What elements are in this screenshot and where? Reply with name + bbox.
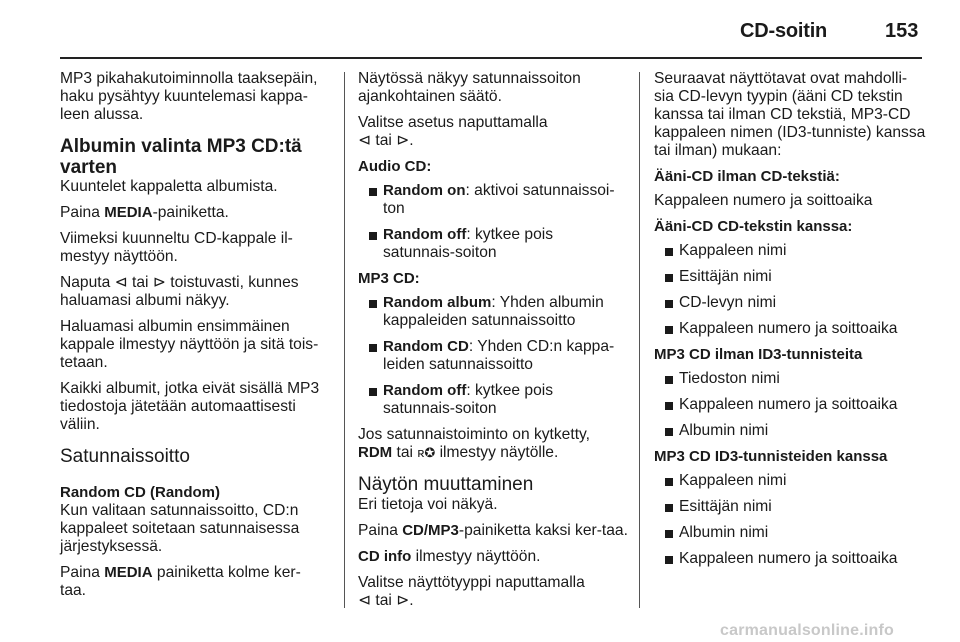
option-desc: : Yhden albumin kappaleiden satunnaissoitto	[383, 294, 604, 329]
audio-cd-with-text-heading: Ääni-CD CD-tekstin kanssa:	[654, 218, 853, 235]
text: tai	[392, 444, 418, 461]
mp3-cd-heading: MP3 CD:	[358, 270, 420, 287]
option-desc: : kytkee pois satunnais-soiton	[383, 226, 553, 261]
cd-info-label: CD info	[358, 548, 412, 565]
text: Paina	[358, 522, 403, 539]
list-item: Esittäjän nimi	[654, 268, 926, 286]
option-name: Random CD	[383, 338, 469, 355]
col2-p1: Näytössä näkyy satunnaissoiton ajankohtainen säätö.	[358, 70, 581, 105]
display-heading: Näytön muuttaminen	[358, 474, 534, 495]
audio-cd-heading: Audio CD:	[358, 158, 432, 175]
list-item: Kappaleen nimi	[654, 242, 926, 260]
audio-cd-no-text-line: Kappaleen numero ja soittoaika	[654, 192, 873, 209]
list-item	[358, 226, 628, 262]
media-key: MEDIA	[104, 564, 153, 581]
mp3-cd-options	[358, 294, 628, 418]
right-arrow-icon: ⊳	[396, 592, 410, 609]
album-p1: Kuuntelet kappaletta albumista.	[60, 178, 278, 195]
left-arrow-icon: ⊲	[358, 592, 372, 609]
text: Paina	[60, 564, 105, 581]
album-heading-line-2: varten	[60, 157, 118, 178]
text: tai	[371, 592, 397, 609]
option-desc: : kytkee pois satunnais-soiton	[383, 382, 553, 417]
text: Paina	[60, 204, 105, 221]
album-p2	[60, 204, 326, 222]
list-item	[358, 382, 628, 418]
audio-cd-no-text-heading: Ääni-CD ilman CD-tekstiä:	[654, 168, 840, 185]
right-arrow-icon: ⊳	[152, 274, 166, 291]
text: Valitse asetus naputtamalla	[358, 114, 548, 131]
left-arrow-icon: ⊲	[114, 274, 128, 291]
column-1	[60, 70, 326, 608]
text: painiketta kolme ker-taa.	[60, 564, 301, 599]
list-item	[358, 294, 628, 330]
text: ilmestyy näytölle.	[435, 444, 559, 461]
display-p4	[358, 574, 628, 610]
right-arrow-icon: ⊳	[396, 132, 410, 149]
text: Jos satunnaistoiminto on kytketty,	[358, 426, 590, 443]
mp3-id3-list	[654, 472, 926, 568]
random-p2	[60, 564, 326, 600]
mp3-no-id3-list	[654, 370, 926, 440]
col2-p3	[358, 426, 628, 462]
list-item	[358, 338, 628, 374]
album-p4	[60, 274, 326, 310]
column-3	[654, 70, 926, 576]
option-desc: : aktivoi satunnaissoi-ton	[383, 182, 615, 217]
text: tai	[371, 132, 397, 149]
display-p1: Eri tietoja voi näkyä.	[358, 496, 498, 513]
list-item: Kappaleen numero ja soittoaika	[654, 550, 926, 568]
column-divider-1	[344, 72, 345, 608]
list-item: Esittäjän nimi	[654, 498, 926, 516]
media-key: MEDIA	[104, 204, 153, 221]
watermark: carmanualsonline.info	[720, 622, 895, 639]
option-name: Random off	[383, 382, 467, 399]
mp3-id3-heading: MP3 CD ID3-tunnisteiden kanssa	[654, 448, 888, 465]
list-item: Albumin nimi	[654, 524, 926, 542]
list-item: Kappaleen nimi	[654, 472, 926, 490]
column-2	[358, 70, 628, 618]
rdm-label: RDM	[358, 444, 393, 461]
page-number: 153	[885, 20, 919, 42]
column-divider-2	[639, 72, 640, 608]
page-title: CD-soitin	[740, 20, 828, 42]
display-p3	[358, 548, 628, 566]
shuffle-heading: Satunnaissoitto	[60, 446, 190, 467]
list-item: Tiedoston nimi	[654, 370, 926, 388]
with-text-list	[654, 242, 926, 338]
random-icon: ʀ✪	[417, 445, 436, 460]
album-heading	[60, 136, 326, 178]
list-item	[358, 182, 628, 218]
list-item: Kappaleen numero ja soittoaika	[654, 396, 926, 414]
intro-paragraph: MP3 pikahakutoiminnolla taaksepäin, haku pysähtyy kuuntelemasi kappa-leen alussa.	[60, 70, 318, 123]
text: -painiketta kaksi ker-taa.	[458, 522, 628, 539]
option-name: Random album	[383, 294, 492, 311]
option-desc: : Yhden CD:n kappa-leiden satunnaissoitto	[383, 338, 615, 373]
random-cd-heading: Random CD (Random)	[60, 484, 220, 501]
col3-intro: Seuraavat näyttötavat ovat mahdolli-sia CD-levyn tyypin (ääni CD tekstin kanssa tai ilman CD tekstiä, MP3-CD kappaleen nimen (ID3-tunniste) kanssa tai ilman) mukaan:	[654, 70, 926, 159]
album-heading-line-1: Albumin valinta MP3 CD:tä	[60, 136, 302, 157]
text: tai	[127, 274, 153, 291]
option-name: Random off	[383, 226, 467, 243]
cd-mp3-key: CD/MP3	[402, 522, 459, 539]
text: -painiketta.	[152, 204, 229, 221]
text: Valitse näyttötyyppi naputtamalla	[358, 574, 585, 591]
col2-p2	[358, 114, 628, 150]
list-item: Kappaleen numero ja soittoaika	[654, 320, 926, 338]
left-arrow-icon: ⊲	[358, 132, 372, 149]
audio-cd-options	[358, 182, 628, 262]
album-p5: Haluamasi albumin ensimmäinen kappale ilmestyy näyttöön ja sitä tois-tetaan.	[60, 318, 319, 371]
option-name: Random on	[383, 182, 466, 199]
text: toistuvasti, kunnes haluamasi albumi näkyy.	[60, 274, 299, 309]
display-p2	[358, 522, 628, 540]
text: Naputa	[60, 274, 115, 291]
text: .	[409, 132, 414, 149]
album-p3: Viimeksi kuunneltu CD-kappale il-mestyy näyttöön.	[60, 230, 293, 265]
list-item: CD-levyn nimi	[654, 294, 926, 312]
album-p6: Kaikki albumit, jotka eivät sisällä MP3 tiedostoja jätetään automaattisesti väliin.	[60, 380, 320, 433]
list-item: Albumin nimi	[654, 422, 926, 440]
header-divider	[60, 57, 922, 59]
text: ilmestyy näyttöön.	[411, 548, 541, 565]
random-p1: Kun valitaan satunnaissoitto, CD:n kappaleet soitetaan satunnaisessa järjestyksessä.	[60, 502, 300, 555]
mp3-no-id3-heading: MP3 CD ilman ID3-tunnisteita	[654, 346, 863, 363]
text: .	[409, 592, 414, 609]
